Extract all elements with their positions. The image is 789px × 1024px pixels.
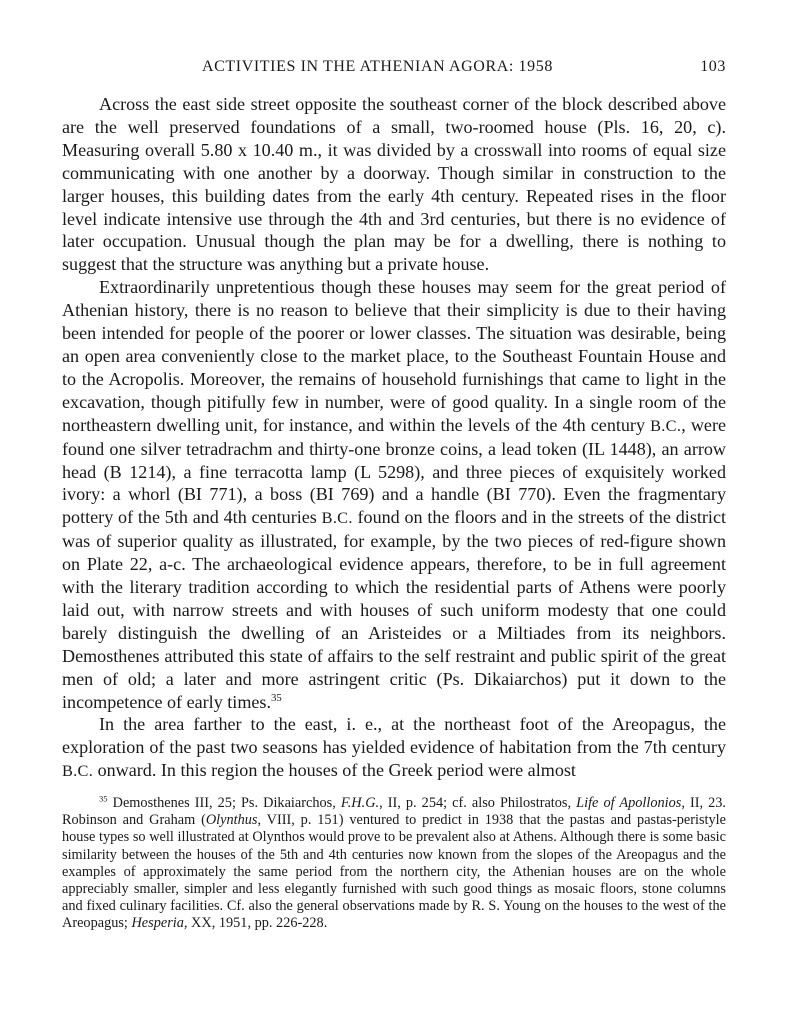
- page-number: 103: [700, 58, 726, 75]
- footnote-number: 35: [99, 793, 108, 804]
- bc-abbreviation: B.C.: [62, 761, 94, 781]
- footnote-text: , II, p. 254; cf. also Philostratos,: [379, 795, 577, 811]
- running-title: ACTIVITIES IN THE ATHENIAN AGORA: 1958: [202, 58, 553, 75]
- paragraph-1: Across the east side street opposite the southeast corner of the block described above are the well preserved foundations of a small, two-roomed house (Pls. 16, 20, c). Measuring overall 5.80 x 10.40 m., it was divided by a crosswall into rooms of equal size communicating with one another by a doorway. Though similar in construction to the larger houses, this building dates from the early 4th century. Repeated rises in the floor level indicate intensive use through the 4th and 3rd centuries, but there is no evidence of later occupation. Unusual though the plan may be for a dwelling, there is nothing to suggest that the structure was anything but a private house.: [62, 94, 726, 275]
- footnote-text: , VIII, p. 151) ventured to predict in 1938 that the pastas and pastas-peristyle house types so well illustrated at Olynthos would prove to be prevalent also at Athens. Although there is some basic similarity between the houses of the 5th and 4th centuries now known from the slopes of the Areopagus and the examples of approximately the same period from the northern city, the Athenian houses are on the whole appreciably smaller, simpler and less elegantly furnished with such good things as mosaic floors, stone columns and fixed culinary facilities. Cf. also the general observations made by R. S. Young on the houses to the west of the Areopagus;: [62, 812, 726, 932]
- footnote-italic: Olynthus: [205, 812, 258, 829]
- footnote-italic: Hesperia: [131, 915, 184, 932]
- body-text: [62, 93, 726, 783]
- bc-abbreviation: B.C.: [650, 415, 682, 435]
- paragraph-2-part-c: found on the floors and in the streets of the district was of superior quality as illustrated, for example, by the two pieces of red-figure shown on Plate 22, a-c. The archaeological evidence appears, therefore, to be in full agreement with the literary tradition according to which the residential parts of Athens were poorly laid out, with narrow streets and with houses of such uniform modesty that one could barely distinguish the dwelling of an Aristeides or a Miltiades from its neighbors. Demosthenes attributed this state of affairs to the self restraint and public spirit of the great men of old; a later and more astringent critic (Ps. Dikaiarchos) put it down to the incompetence of early times.: [62, 507, 727, 712]
- footnote-italic: F.H.G.: [340, 795, 380, 811]
- paragraph-2: [62, 276, 726, 713]
- bc-abbreviation: B.C.: [321, 508, 353, 528]
- paragraph-2-part-a: Extraordinarily unpretentious though these houses may seem for the great period of Athenian history, there is no reason to believe that their simplicity is due to their having been intended for people of the poorer or lower classes. The situation was desirable, being an open area conveniently close to the market place, to the Southeast Fountain House and to the Acropolis. Moreover, the remains of household furnishings that came to light in the excavation, though pitifully few in number, were of good quality. In a single room of the northeastern dwelling unit, for instance, and within the levels of the 4th century: [62, 277, 726, 435]
- paragraph-3-part-b: onward. In this region the houses of the Greek period were almost: [93, 760, 576, 781]
- footnote-text: Demosthenes III, 25; Ps. Dikaiarchos,: [107, 795, 341, 811]
- paragraph-3: [62, 713, 726, 783]
- footnotes: [62, 795, 726, 933]
- paragraph-3-part-a: In the area farther to the east, i. e., at the northeast foot of the Areopagus, the exploration of the past two seasons has yielded evidence of habitation from the 7th century: [62, 714, 726, 758]
- footnote-italic: Life of Apollonios: [576, 795, 682, 811]
- document-page: [62, 0, 726, 1024]
- paragraph-2-part-b: , were found one silver tetradrachm and thirty-one bronze coins, a lead token (IL 1448), an arrow head (B 1214), a fine terracotta lamp (L 5298), and three pieces of exquisitely worked ivory: a whorl (BI 771), a boss (BI 769) and a handle (BI 770). Even the fragmentary pottery of the 5th and 4th centuries: [62, 414, 727, 528]
- footnote-text: , II, 23. Robinson and Graham (: [62, 795, 726, 829]
- footnote-text: , XX, 1951, pp. 226-228.: [183, 915, 328, 932]
- footnote-reference: 35: [271, 691, 282, 704]
- running-head: [62, 58, 726, 80]
- footnote-35: [62, 795, 726, 933]
